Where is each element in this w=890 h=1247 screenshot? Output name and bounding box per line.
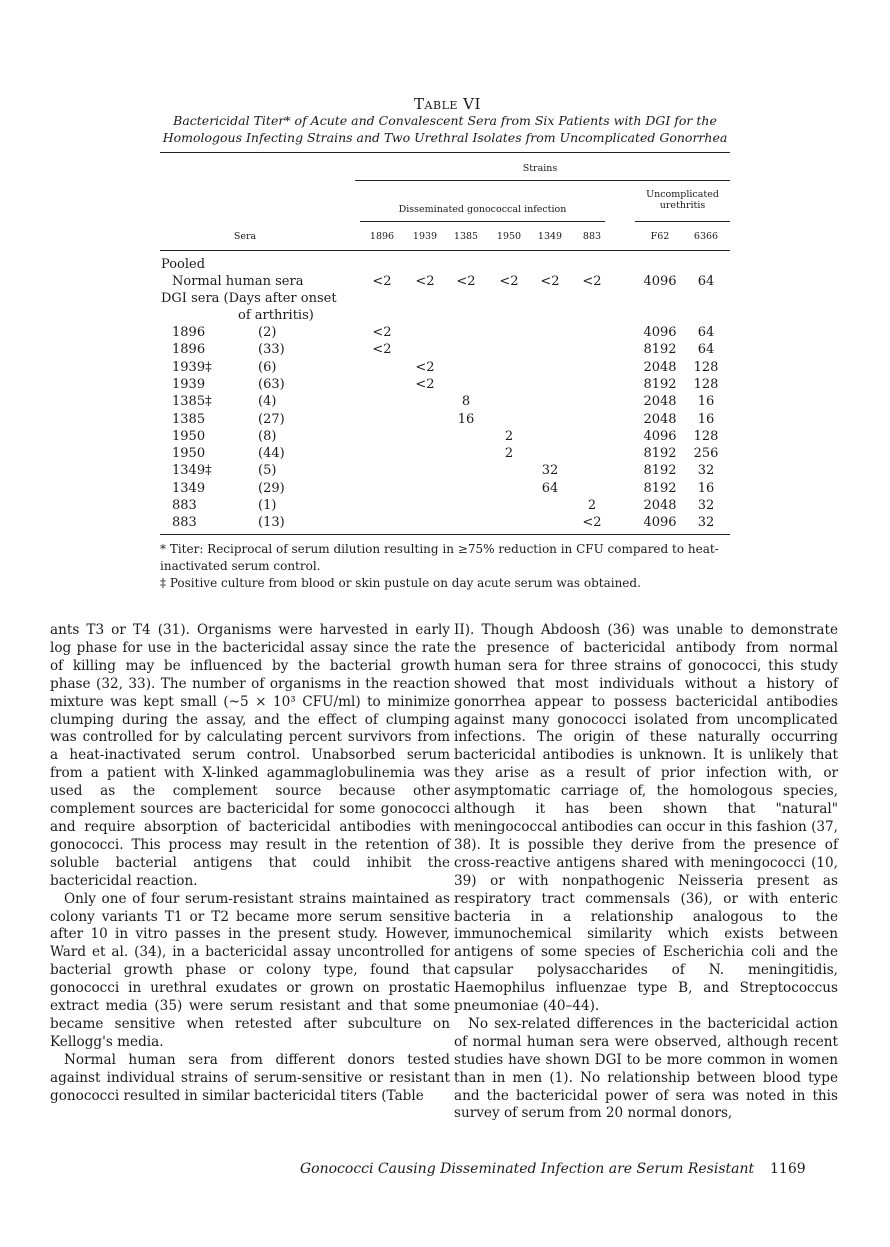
row-value-cell: 4096 <box>643 428 677 444</box>
row-strain-label: 1896 <box>172 325 206 340</box>
row-value-cell: 2 <box>504 428 514 444</box>
row-day-label: (29) <box>258 480 285 496</box>
header-uncomplicated-line-2: urethritis <box>659 200 706 211</box>
row-strain-label: 1896 <box>172 342 206 358</box>
row-value-cell: <2 <box>372 342 392 358</box>
row-value-cell: 2 <box>587 498 597 513</box>
row-value-cell: 8192 <box>643 480 677 496</box>
row-value-cell: 2048 <box>643 359 677 375</box>
row-value-cell: 32 <box>697 515 715 531</box>
right-paragraph-1: II). Though Abdoosh (36) was unable to demonstrate the presence of bactericidal antibody from normal human sera for three strains of gonococci, this study showed that most individuals without a history of gonorrhea appear to possess bactericidal antibodies against many gonococci isolated from uncomplicated infections. The origin of these naturally occurring bactericidal antibodies is unknown. It is unlikely that they arise as a result of prior infection with, or asymptomatic carriage of, the homologous species, although it has been shown that "natural" meningococcal antibodies can occur in this fashion (37, 38). It is possible they derive from the presence of cross-reactive antigens shared with meningococci (10, 39) or with nonpathogenic Neisseria present as respiratory tract commensals (36), or with enteric bacteria in a relationship analogous to the immunochemical similarity which exists between antigens of some species of Escherichia coli and the capsular polysaccharides of N. meningitidis, Haemophilus influenzae type B, and Streptococcus pneumoniae (40–44). <box>454 622 838 1015</box>
row-value-cell: <2 <box>415 376 435 392</box>
table-caption <box>150 112 740 146</box>
column-header-1939: 1939 <box>412 231 438 242</box>
row-value-cell: 32 <box>697 463 715 479</box>
right-paragraph-2: No sex-related differences in the bactericidal action of normal human sera were observed, although recent studies have shown DGI to be more common in women than in men (1). No relationship between blood type and the bactericidal power of sera was noted in this survey of serum from 20 normal donors, <box>454 1015 838 1122</box>
page-number: 1169 <box>770 1161 806 1177</box>
row-value-cell: 2048 <box>643 394 677 410</box>
row-strain-label: 1950 <box>172 446 206 462</box>
table-caption-line-1: Bactericidal Titer* of Acute and Convalescent Sera from Six Patients with DGI for the <box>173 113 717 128</box>
row-dgi-label-2: of arthritis) <box>238 308 314 323</box>
row-value-cell: 64 <box>541 480 559 496</box>
row-value-cell: 8192 <box>643 376 677 392</box>
row-strain-label: 1385 <box>172 411 206 427</box>
column-header-6366: 6366 <box>693 231 719 242</box>
row-normal-label: Normal human sera <box>172 274 304 289</box>
column-header-883: 883 <box>582 231 602 242</box>
row-dgi-label-1: DGI sera (Days after onset <box>161 291 337 306</box>
row-value-cell: 8192 <box>643 463 677 479</box>
row-day-label: (1) <box>258 498 277 513</box>
row-day-label: (5) <box>258 463 277 479</box>
row-day-label: (63) <box>258 376 285 392</box>
right-column <box>454 622 838 1123</box>
row-day-label: (27) <box>258 411 285 427</box>
row-day-label: (2) <box>258 325 277 340</box>
header-sera: Sera <box>233 231 257 242</box>
strains-rule <box>355 180 730 181</box>
row-value-cell: 32 <box>697 498 715 513</box>
row-day-label: (33) <box>258 342 285 358</box>
header-uncomplicated <box>635 189 730 211</box>
row-value-cell: 128 <box>693 359 719 375</box>
row-strain-label: 1349 <box>172 480 206 496</box>
table-title: Table VI <box>414 95 481 113</box>
row-value-cell: 64 <box>697 325 715 340</box>
row-value-cell: 128 <box>693 428 719 444</box>
normal-value-cell: <2 <box>540 274 560 289</box>
row-strain-label: 1349‡ <box>172 463 212 479</box>
header-uncomplicated-line-1: Uncomplicated <box>646 189 719 200</box>
row-value-cell: <2 <box>372 325 392 340</box>
row-value-cell: 16 <box>457 411 475 427</box>
row-day-label: (44) <box>258 446 285 462</box>
row-day-label: (4) <box>258 394 277 410</box>
row-value-cell: 16 <box>697 394 715 410</box>
left-paragraph-2: Only one of four serum-resistant strains maintained as colony variants T1 or T2 became more serum sensitive after 10 in vitro passes in the present study. However, Ward et al. (34), in a bactericidal assay uncontrolled for bacterial growth phase or colony type, found that gonococci in urethral exudates or grown on prostatic extract media (35) were serum resistant and that some became sensitive when retested after subculture on Kellogg's media. <box>50 890 450 1050</box>
row-value-cell: 2048 <box>643 498 677 513</box>
row-day-label: (13) <box>258 515 285 531</box>
row-day-label: (6) <box>258 359 277 375</box>
uncomplicated-rule <box>635 221 730 222</box>
row-strain-label: 1939‡ <box>172 359 212 375</box>
table-caption-line-2: Homologous Infecting Strains and Two Urethral Isolates from Uncomplicated Gonorrhea <box>162 130 728 145</box>
normal-value-cell: 64 <box>697 274 715 289</box>
row-value-cell: 128 <box>693 376 719 392</box>
column-header-1349: 1349 <box>537 231 563 242</box>
row-day-label: (8) <box>258 428 277 444</box>
row-value-cell: <2 <box>582 515 602 531</box>
footnote-titer: * Titer: Reciprocal of serum dilution resulting in ≥75% reduction in CFU compared to heat-inactivated serum control. <box>160 542 719 573</box>
normal-value-cell: <2 <box>499 274 519 289</box>
row-value-cell: 8 <box>461 394 471 410</box>
normal-value-cell: <2 <box>372 274 392 289</box>
row-strain-label: 883 <box>172 498 197 513</box>
row-value-cell: 32 <box>541 463 559 479</box>
row-strain-label: 883 <box>172 515 197 531</box>
header-bottom-rule <box>160 250 730 251</box>
row-strain-label: 1950 <box>172 428 206 444</box>
row-value-cell: 16 <box>697 411 715 427</box>
normal-value-cell: <2 <box>582 274 602 289</box>
normal-value-cell: 4096 <box>643 274 677 289</box>
left-paragraph-1: ants T3 or T4 (31). Organisms were harvested in early log phase for use in the bactericidal assay since the rate of killing may be influenced by the bacterial growth phase (32, 33). The number of organisms in the reaction mixture was kept small (~5 × 10³ CFU/ml) to minimize clumping during the assay, and the effect of clumping was controlled for by calculating percent survivors from a heat-inactivated serum control. Unabsorbed serum from a patient with X-linked agammaglobulinemia was used as the complement source because other complement sources are bactericidal for some gonococci and require absorption of bactericidal antibodies with gonococci. This process may result in the retention of soluble bacterial antigens that could inhibit the bactericidal reaction. <box>50 622 450 889</box>
table-bottom-rule <box>160 534 730 535</box>
header-strains: Strains <box>522 163 558 174</box>
running-head: Gonococci Causing Disseminated Infection are Serum Resistant <box>300 1161 755 1177</box>
row-value-cell: <2 <box>415 359 435 375</box>
row-value-cell: 4096 <box>643 325 677 340</box>
row-value-cell: 2 <box>504 446 514 462</box>
column-header-1896: 1896 <box>369 231 395 242</box>
table-top-rule <box>160 152 730 153</box>
row-value-cell: 8192 <box>643 342 677 358</box>
normal-value-cell: <2 <box>415 274 435 289</box>
row-pooled: Pooled <box>161 257 206 272</box>
row-value-cell: 4096 <box>643 515 677 531</box>
column-header-1950: 1950 <box>496 231 522 242</box>
row-value-cell: 8192 <box>643 446 677 462</box>
row-value-cell: 256 <box>693 446 719 462</box>
column-header-1385: 1385 <box>453 231 479 242</box>
row-value-cell: 16 <box>697 480 715 496</box>
footnote-positive-culture: ‡ Positive culture from blood or skin pustule on day acute serum was obtained. <box>160 576 641 590</box>
row-strain-label: 1939 <box>172 376 206 392</box>
left-column <box>50 622 450 1105</box>
normal-value-cell: <2 <box>456 274 476 289</box>
header-dgi: Disseminated gonococcal infection <box>398 204 567 215</box>
left-paragraph-3: Normal human sera from different donors tested against individual strains of serum-sensitive or resistant gonococci resulted in similar bactericidal titers (Table <box>50 1051 450 1104</box>
row-value-cell: 2048 <box>643 411 677 427</box>
row-value-cell: 64 <box>697 342 715 358</box>
dgi-rule <box>360 221 605 222</box>
column-header-f62: F62 <box>650 231 670 242</box>
row-strain-label: 1385‡ <box>172 394 212 410</box>
